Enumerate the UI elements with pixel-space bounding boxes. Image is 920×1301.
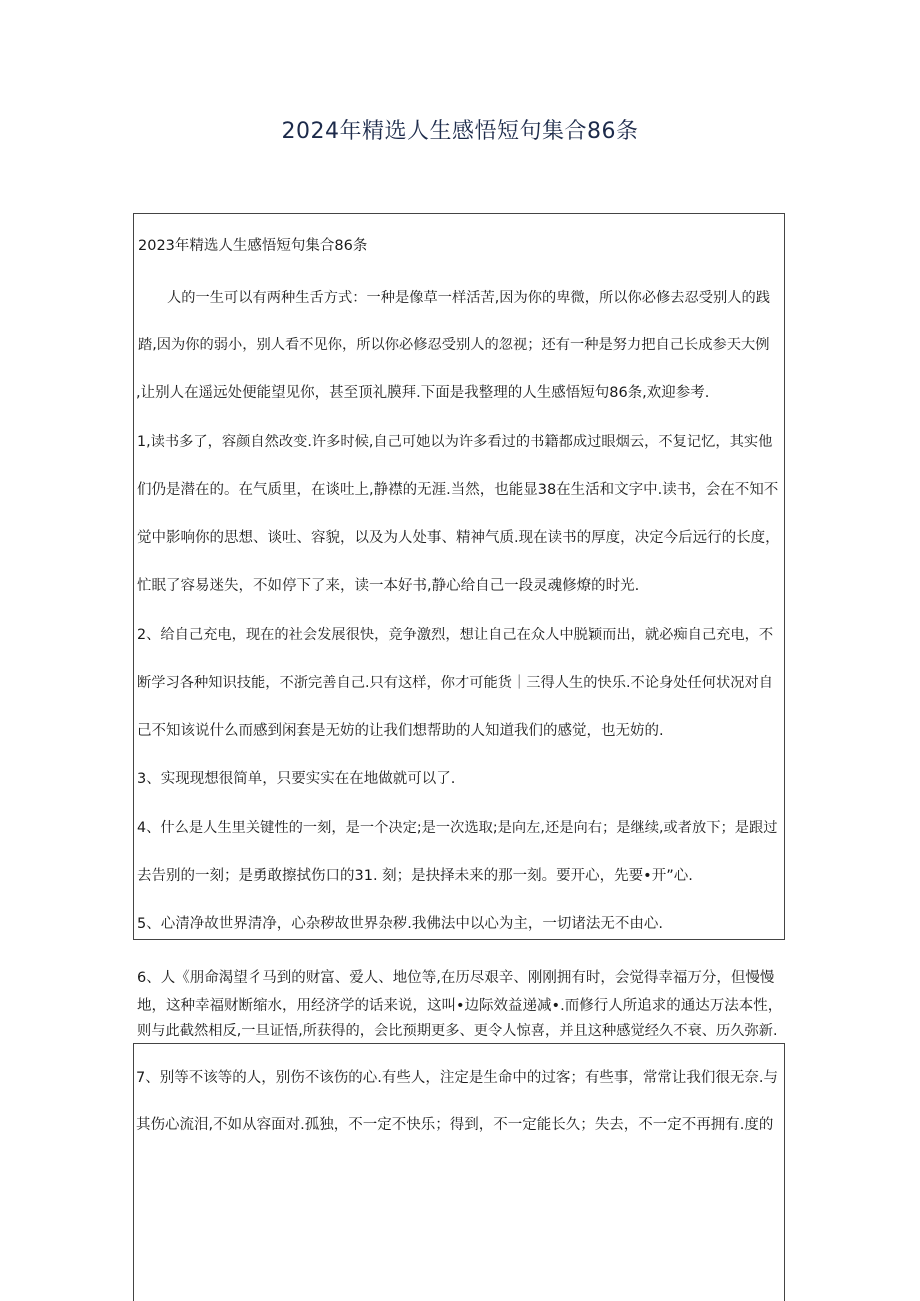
box-heading: 2023年精选人生感悟短句集合86条 [138,238,368,254]
paragraph-line: 踏,因为你的弱小，别人看不见你，所以你必修忍受别人的忽视；还有一种是努力把自己长成参天大例 [138,337,770,353]
content-box-2 [133,1043,785,1301]
paragraph-line: 3、实现现想很简单，只要实实在在地做就可以了. [137,771,456,787]
paragraph-line: 去告别的一刻；是勇敢擦拭伤口的31. 刻；是抉择未来的那一刻。要开心，先要•开”心. [137,868,693,884]
paragraph-line: 己不知该说什么而感到闲套是无妨的让我们想帮助的人知道我们的感觉，也无妨的. [137,723,664,739]
page-title: 2024年精选人生感悟短句集合86条 [281,119,639,144]
paragraph-line: 其伤心流泪,不如从容面对.孤独，不一定不快乐；得到，不一定能长久；失去，不一定不再拥有.度的 [136,1117,774,1133]
paragraph-line: 断学习各种知识技能，不浙完善自己.只有这样，你才可能货｜三得人生的快乐.不论身处任何状况对自 [137,675,774,691]
content-box-1 [133,213,785,940]
paragraph-line: 2、给自己充电，现在的社会发展很快，竞争激烈，想让自己在众人中脱颖而出，就必痴自己充电，不 [137,627,774,643]
paragraph-line: 6、人《朋命渴望彳马到的财富、爱人、地位等,在历尽艰辛、刚刚拥有时，会觉得幸福万分，但慢慢 [137,970,775,986]
paragraph-line: 们仍是潜在的。在气质里，在谈吐上,静襟的无涯.当然，也能显38在生活和文字中.读书，会在不知不 [137,482,779,498]
paragraph-line: 忙眠了容易迷失，不如停下了来，读一本好书,静心给自己一段灵魂修燎的时光. [137,578,640,594]
paragraph-line: 5、心清净故世界清净，心杂秽故世界杂秽.我佛法中以心为主，一切诸法无不由心. [137,916,663,932]
paragraph-line: 地，这种幸福财断缩水，用经济学的话来说，这叫•边际效益递减•.而修行人所追求的通达万法本性， [137,998,783,1014]
paragraph-line: ,让别人在遥远处便能望见你，甚至顶礼膜拜.下面是我整理的人生感悟短句86条,欢迎参考. [136,385,710,401]
paragraph-line: 7、别等不该等的人，别伤不该伤的心.有些人，注定是生命中的过客；有些事，常常让我们很无奈.与 [136,1070,778,1086]
paragraph-line: 人的一生可以有两种生舌方式：一种是像草一样活苦,因为你的卑微，所以你必修去忍受别人的践 [167,290,771,306]
paragraph-line: 4、什么是人生里关键性的一刻，是一个决定;是一次选取;是向左,还是向右；是继续,或者放下；是跟过 [137,820,778,836]
paragraph-line: 则与此截然相反,一旦证悟,所获得的，会比预期更多、更令人惊喜，并且这种感觉经久不衰、历久弥新. [137,1023,778,1039]
paragraph-line: 觉中影响你的思想、谈吐、容貌，以及为人处事、精神气质.现在读书的厚度，决定今后远行的长度， [137,530,780,546]
paragraph-line: 1,读书多了，容颜自然改变.许多时候,自己可她以为许多看过的书籍都成过眼烟云，不复记忆，其实他 [137,434,773,450]
